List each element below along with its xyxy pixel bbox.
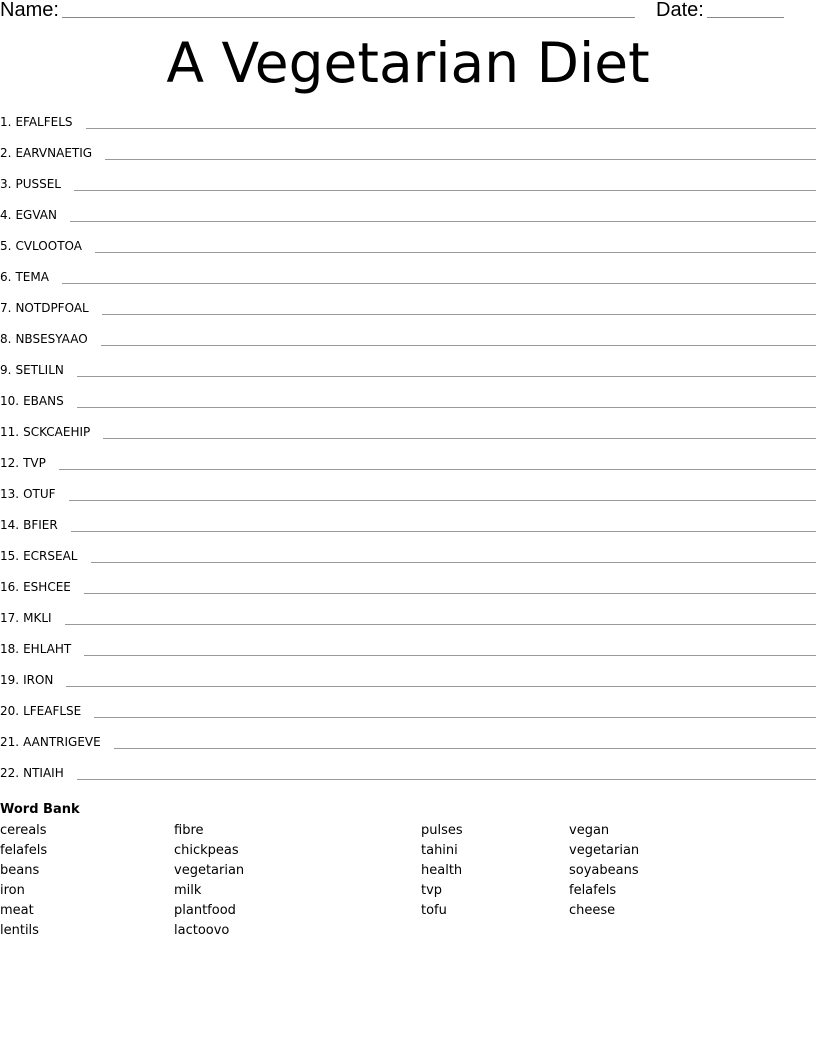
word-bank-column	[0, 821, 47, 941]
scrambled-word: IRON	[23, 673, 54, 687]
word-bank-item: soyabeans	[569, 863, 639, 878]
scrambled-word: CVLOOTOA	[15, 239, 82, 253]
word-bank-column	[421, 821, 463, 921]
answer-line[interactable]	[94, 717, 816, 718]
answer-line[interactable]	[101, 345, 816, 346]
question-list	[0, 112, 816, 794]
answer-line[interactable]	[91, 562, 816, 563]
question-prompt	[0, 205, 57, 222]
scrambled-word: EGVAN	[15, 208, 57, 222]
worksheet-header	[0, 0, 816, 22]
scrambled-word: EFALFELS	[15, 115, 73, 129]
word-bank-item: iron	[0, 883, 25, 898]
scrambled-word: MKLI	[23, 611, 52, 625]
scrambled-word: PUSSEL	[15, 177, 61, 191]
word-bank-item: cheese	[569, 903, 616, 918]
question-number: 7.	[0, 301, 12, 315]
word-bank-item: vegetarian	[174, 863, 245, 878]
question-number: 22.	[0, 766, 20, 780]
answer-line[interactable]	[84, 593, 816, 594]
word-bank-item: beans	[0, 863, 40, 878]
word-bank-column	[569, 821, 639, 921]
question-prompt	[0, 174, 61, 191]
question-row	[0, 112, 816, 143]
word-bank-item: tahini	[421, 843, 458, 858]
question-row	[0, 639, 816, 670]
answer-line[interactable]	[77, 779, 816, 780]
answer-line[interactable]	[114, 748, 816, 749]
question-prompt	[0, 732, 101, 749]
question-number: 9.	[0, 363, 12, 377]
word-bank-item: fibre	[174, 823, 204, 838]
word-bank-item: meat	[0, 903, 34, 918]
word-bank-item: cereals	[0, 823, 47, 838]
question-prompt	[0, 639, 71, 656]
answer-line[interactable]	[69, 500, 816, 501]
question-row	[0, 143, 816, 174]
answer-line[interactable]	[62, 283, 816, 284]
answer-line[interactable]	[71, 531, 816, 532]
word-bank-item: lentils	[0, 923, 39, 938]
question-row	[0, 701, 816, 732]
question-row	[0, 329, 816, 360]
word-bank-item: chickpeas	[174, 843, 239, 858]
question-prompt	[0, 546, 78, 563]
scrambled-word: LFEAFLSE	[23, 704, 82, 718]
scrambled-word: EBANS	[23, 394, 64, 408]
answer-line[interactable]	[103, 438, 816, 439]
question-prompt	[0, 763, 64, 780]
question-number: 3.	[0, 177, 12, 191]
word-bank-title: Word Bank	[0, 802, 80, 817]
word-bank-item: pulses	[421, 823, 463, 838]
word-bank-column	[174, 821, 244, 941]
question-row	[0, 732, 816, 763]
word-bank-item: plantfood	[174, 903, 236, 918]
question-number: 2.	[0, 146, 12, 160]
question-row	[0, 174, 816, 205]
question-number: 14.	[0, 518, 20, 532]
question-number: 6.	[0, 270, 12, 284]
scrambled-word: SCKCAEHIP	[23, 425, 91, 439]
question-prompt	[0, 422, 90, 439]
scrambled-word: ESHCEE	[23, 580, 71, 594]
question-number: 15.	[0, 549, 20, 563]
answer-line[interactable]	[102, 314, 816, 315]
word-bank-item: vegan	[569, 823, 610, 838]
scrambled-word: OTUF	[23, 487, 56, 501]
word-bank-item: vegetarian	[569, 843, 640, 858]
answer-line[interactable]	[66, 686, 816, 687]
question-number: 20.	[0, 704, 20, 718]
answer-line[interactable]	[74, 190, 816, 191]
question-row	[0, 763, 816, 794]
answer-line[interactable]	[95, 252, 816, 253]
question-row	[0, 422, 816, 453]
question-prompt	[0, 267, 49, 284]
answer-line[interactable]	[77, 376, 816, 377]
scrambled-word: AANTRIGEVE	[23, 735, 101, 749]
word-bank-item: felafels	[569, 883, 617, 898]
question-row	[0, 360, 816, 391]
answer-line[interactable]	[65, 624, 816, 625]
scrambled-word: NTIAIH	[23, 766, 64, 780]
scrambled-word: NBSESYAAO	[15, 332, 88, 346]
question-number: 10.	[0, 394, 20, 408]
question-row	[0, 236, 816, 267]
scrambled-word: TVP	[23, 456, 46, 470]
question-row	[0, 205, 816, 236]
question-number: 21.	[0, 735, 20, 749]
question-number: 13.	[0, 487, 20, 501]
question-prompt	[0, 360, 64, 377]
question-prompt	[0, 391, 64, 408]
word-bank-item: felafels	[0, 843, 48, 858]
question-prompt	[0, 484, 56, 501]
name-field[interactable]	[62, 17, 635, 18]
name-label: Name:	[0, 0, 59, 21]
question-row	[0, 515, 816, 546]
question-row	[0, 391, 816, 422]
question-number: 11.	[0, 425, 20, 439]
question-number: 5.	[0, 239, 12, 253]
scrambled-word: EHLAHT	[23, 642, 72, 656]
question-number: 12.	[0, 456, 20, 470]
question-row	[0, 298, 816, 329]
word-bank	[0, 801, 816, 949]
question-number: 18.	[0, 642, 20, 656]
word-bank-item: health	[421, 863, 463, 878]
question-prompt	[0, 329, 88, 346]
answer-line[interactable]	[59, 469, 816, 470]
scrambled-word: BFIER	[23, 518, 58, 532]
date-label: Date:	[656, 0, 704, 21]
question-prompt	[0, 143, 92, 160]
word-bank-item: tvp	[421, 883, 443, 898]
question-prompt	[0, 670, 53, 687]
question-number: 17.	[0, 611, 20, 625]
question-row	[0, 484, 816, 515]
word-bank-item: tofu	[421, 903, 447, 918]
question-row	[0, 267, 816, 298]
answer-line[interactable]	[70, 221, 816, 222]
question-number: 8.	[0, 332, 12, 346]
question-row	[0, 546, 816, 577]
scrambled-word: NOTDPFOAL	[15, 301, 89, 315]
word-bank-columns	[0, 819, 816, 949]
question-row	[0, 577, 816, 608]
scrambled-word: EARVNAETIG	[15, 146, 93, 160]
question-number: 1.	[0, 115, 12, 129]
question-number: 19.	[0, 673, 20, 687]
question-prompt	[0, 453, 46, 470]
scrambled-word: SETLILN	[15, 363, 64, 377]
question-prompt	[0, 298, 89, 315]
question-prompt	[0, 608, 52, 625]
question-prompt	[0, 515, 58, 532]
question-number: 4.	[0, 208, 12, 222]
question-prompt	[0, 236, 82, 253]
question-row	[0, 453, 816, 484]
question-row	[0, 608, 816, 639]
word-bank-item: lactoovo	[174, 923, 230, 938]
answer-line[interactable]	[84, 655, 816, 656]
question-prompt	[0, 577, 71, 594]
question-number: 16.	[0, 580, 20, 594]
answer-line[interactable]	[86, 128, 816, 129]
answer-line[interactable]	[105, 159, 816, 160]
question-prompt	[0, 701, 81, 718]
date-field[interactable]	[707, 17, 784, 18]
question-row	[0, 670, 816, 701]
question-prompt	[0, 112, 73, 129]
answer-line[interactable]	[77, 407, 816, 408]
scrambled-word: TEMA	[15, 270, 49, 284]
page-title: A Vegetarian Diet	[166, 31, 650, 95]
word-bank-item: milk	[174, 883, 202, 898]
scrambled-word: ECRSEAL	[23, 549, 78, 563]
